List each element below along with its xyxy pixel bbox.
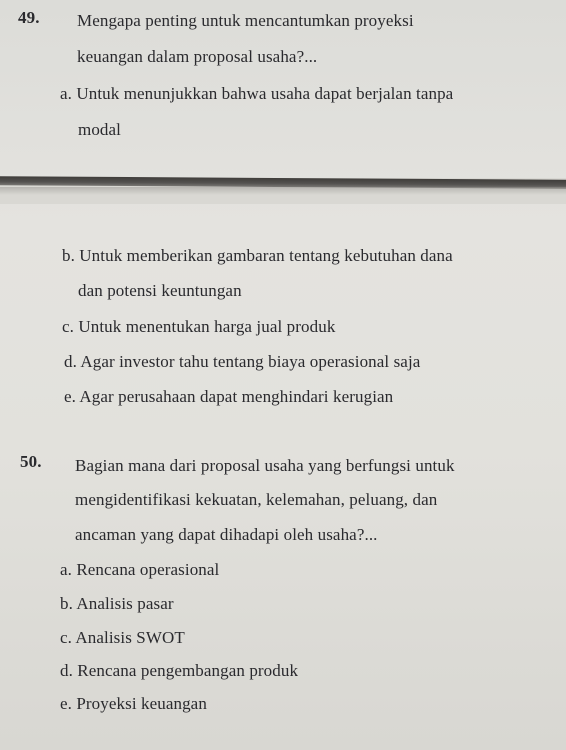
option-c: c. Analisis SWOT (60, 628, 185, 647)
option-e: e. Proyeksi keuangan (60, 694, 207, 713)
option-b-continuation: dan potensi keuntungan (78, 281, 242, 300)
option-b: b. Untuk memberikan gambaran tentang kebutuhan dana (62, 246, 453, 265)
option-d: d. Rencana pengembangan produk (60, 661, 299, 680)
question-stem-line: ancaman yang dapat dihadapi oleh usaha?... (75, 525, 378, 544)
option-b: b. Analisis pasar (60, 594, 174, 613)
question-stem-line: Mengapa penting untuk mencantumkan proyeksi (77, 11, 414, 30)
page-fold-divider (0, 178, 566, 204)
question-stem-line: keuangan dalam proposal usaha?... (77, 47, 318, 66)
option-e: e. Agar perusahaan dapat menghindari kerugian (64, 387, 394, 406)
question-number: 49. (18, 8, 40, 27)
question-stem-line: Bagian mana dari proposal usaha yang berfungsi untuk (75, 456, 455, 475)
option-a: a. Rencana operasional (60, 560, 220, 579)
question-number: 50. (20, 452, 42, 471)
option-d: d. Agar investor tahu tentang biaya operasional saja (64, 352, 421, 371)
question-stem-line: mengidentifikasi kekuatan, kelemahan, peluang, dan (75, 490, 438, 509)
option-a-continuation: modal (78, 120, 121, 139)
option-a: a. Untuk menunjukkan bahwa usaha dapat berjalan tanpa (60, 84, 454, 103)
option-c: c. Untuk menentukan harga jual produk (62, 317, 336, 336)
